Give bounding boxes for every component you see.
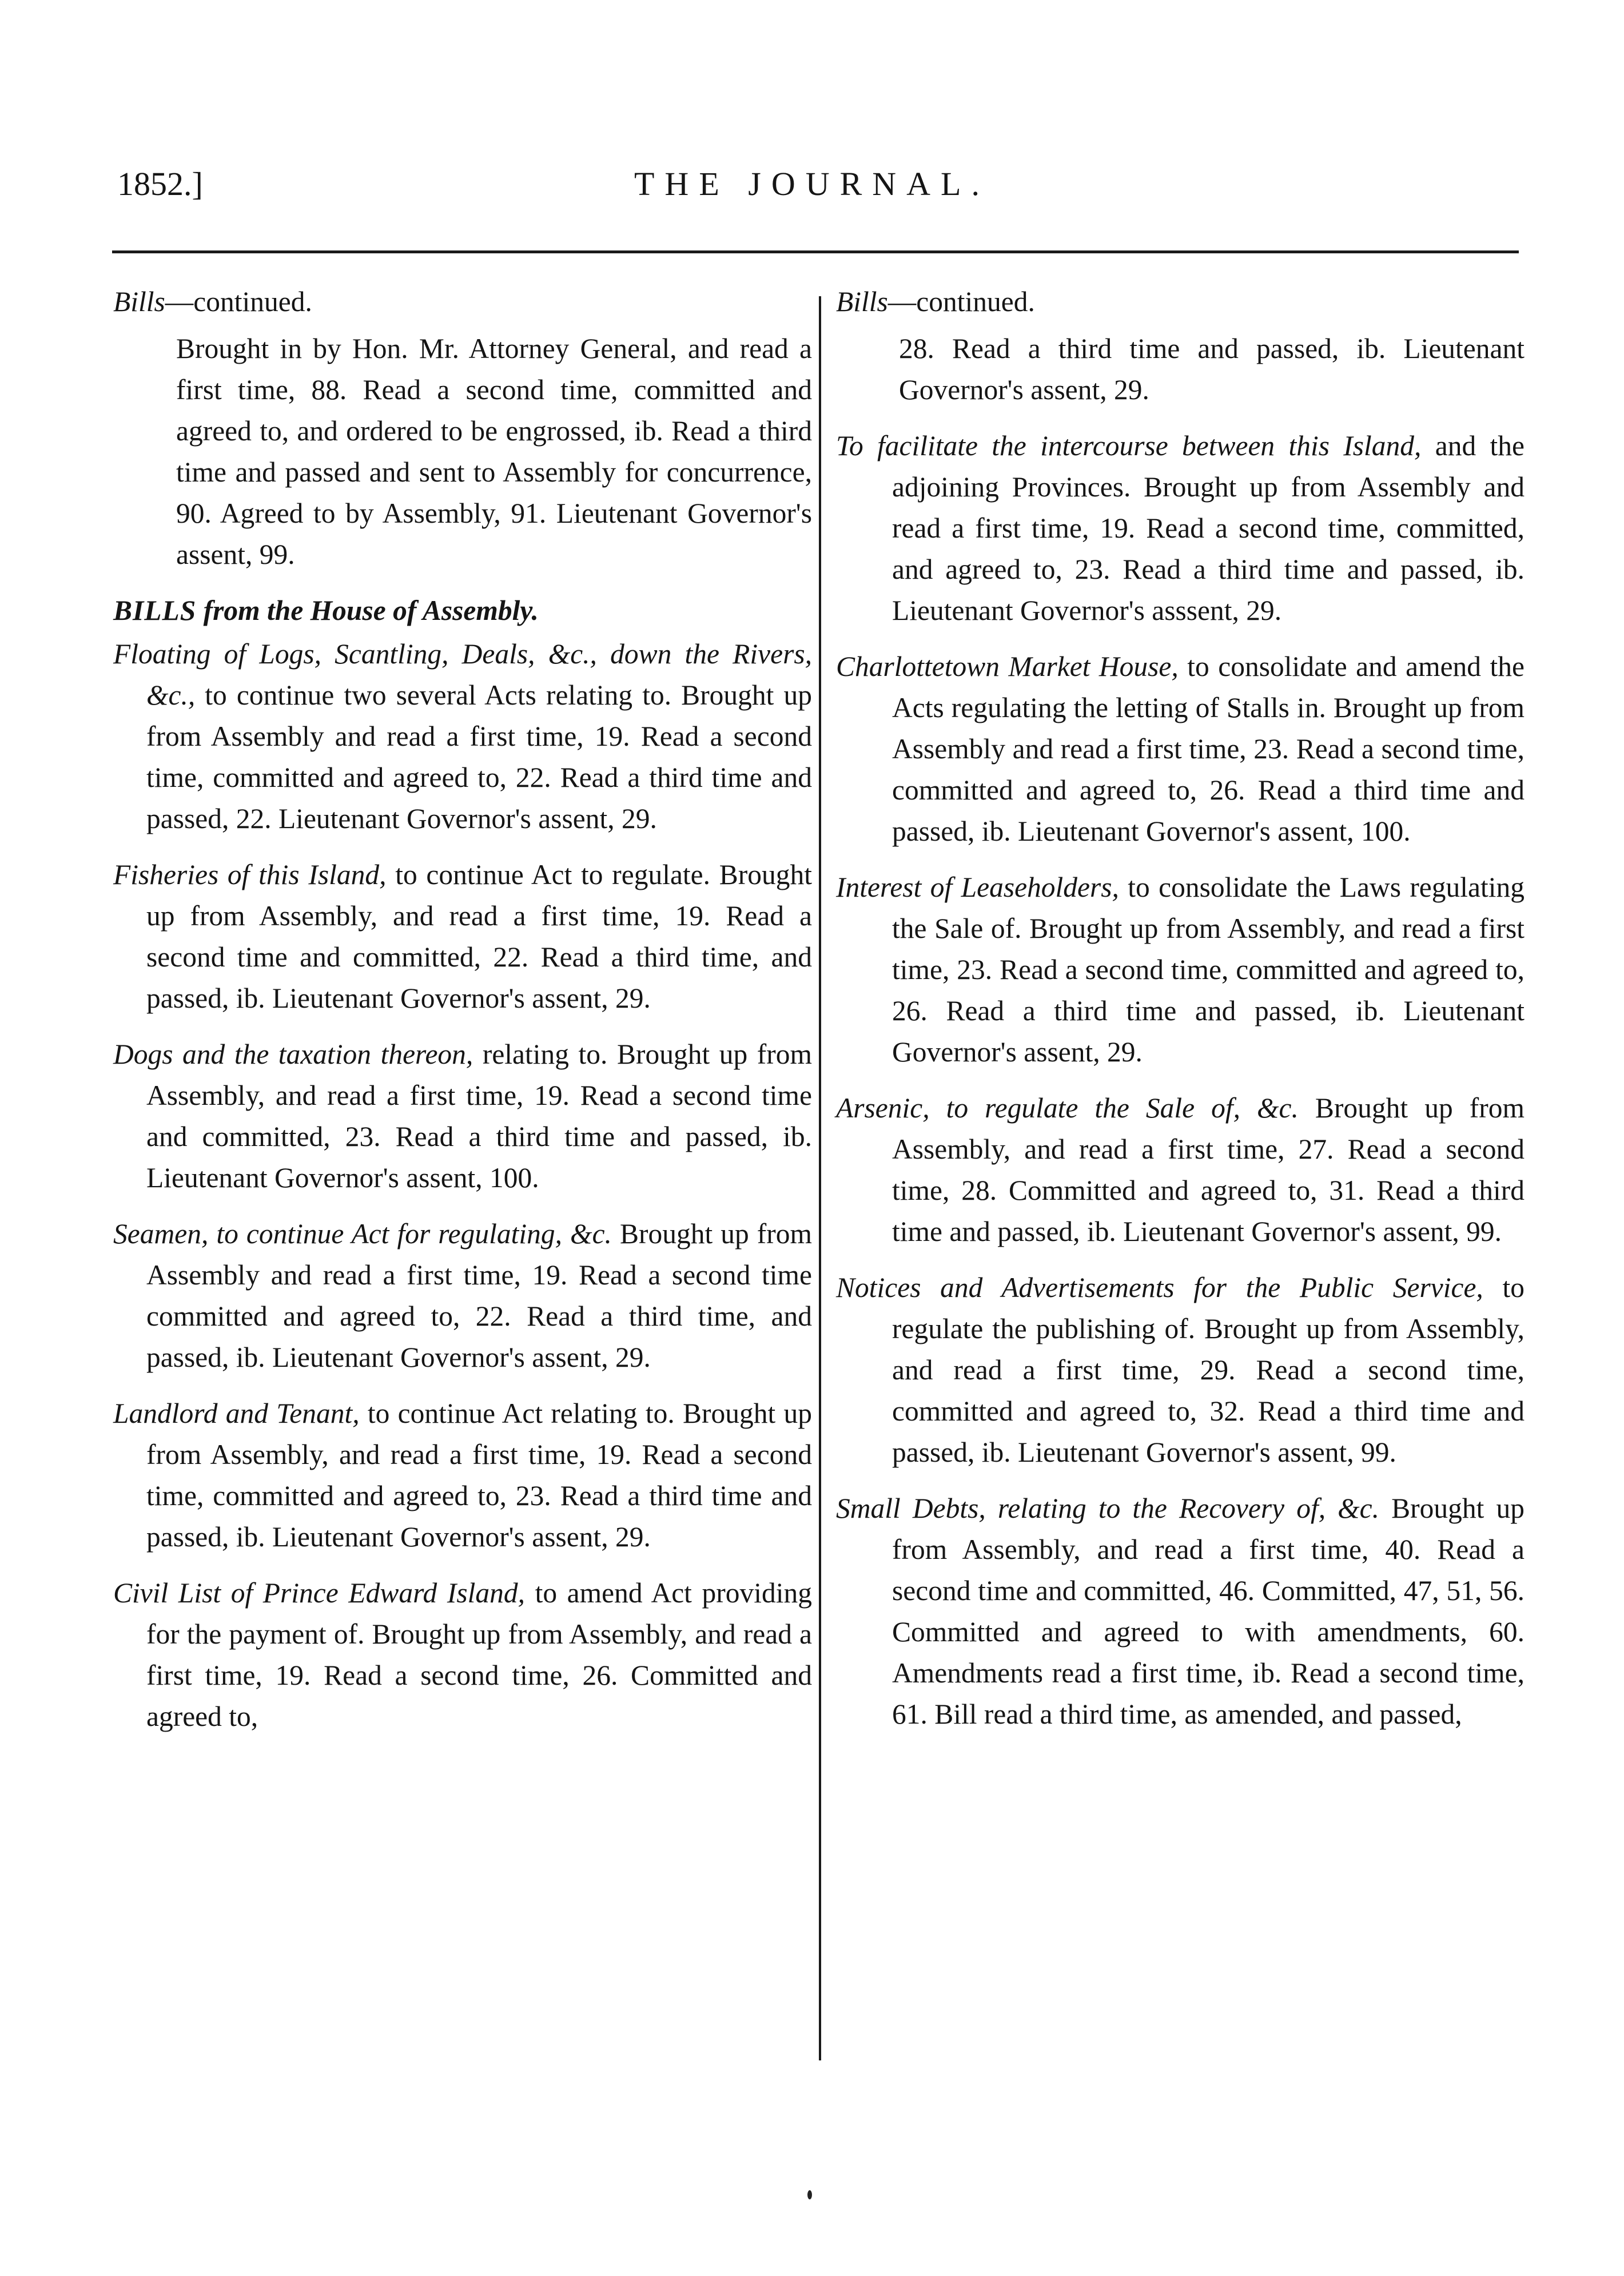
entry-subject: Floating of Logs, Scantling, Deals, &c., down the Rivers, &c., bbox=[113, 638, 812, 711]
index-entry bbox=[113, 1213, 812, 1378]
right-column bbox=[836, 281, 1525, 1750]
entry-subject: Fisheries of this Island, bbox=[113, 859, 387, 890]
entry-text: relating to. Brought up from Assembly, and read a first time, 19. Read a second time and committed, 23. Read a third time and passed, ib. Lieutenant Governor's assent, 100. bbox=[146, 1038, 812, 1193]
index-entry bbox=[836, 425, 1525, 631]
continued-heading-rest: —continued. bbox=[165, 286, 312, 317]
entry-subject: Dogs and the taxation thereon, bbox=[113, 1038, 473, 1070]
continued-heading-subject: Bills bbox=[836, 286, 888, 317]
entry-text: to regulate the publishing of. Brought up from Assembly, and read a first time, 29. Read a second time, committed and agreed to, 32. Read a third time and passed, ib. Lieutenant Governor's assent, 99. bbox=[892, 1272, 1525, 1468]
entry-text: Brought up from Assembly and read a first time, 19. Read a second time committed and agreed to, 22. Read a third time, and passed, ib. Lieutenant Governor's assent, 29. bbox=[146, 1218, 812, 1373]
entry-text: to consolidate and amend the Acts regulating the letting of Stalls in. Brought up from Assembly and read a first time, 23. Read a second time, committed and agreed to, 26. Read a third time and passed, ib. Lieutenant Governor's assent, 100. bbox=[892, 651, 1525, 847]
index-entry bbox=[113, 1393, 812, 1558]
entry-subject: Interest of Leaseholders, bbox=[836, 872, 1119, 903]
entry-subject: Landlord and Tenant, bbox=[113, 1398, 360, 1429]
entry-subject: Civil List of Prince Edward Island, bbox=[113, 1577, 525, 1609]
entry-subject: Small Debts, relating to the Recovery of, &c. bbox=[836, 1493, 1380, 1524]
index-entry: Brought in by Hon. Mr. Attorney General, and read a first time, 88. Read a second time, committed and agreed to, and ordered to be engrossed, ib. Read a third time and passed and sent to Assembly for concurrence, 90. Agreed to by Assembly, 91. Lieutenant Governor's assent, 99. bbox=[176, 333, 812, 570]
section-heading-caps: BILLS bbox=[113, 595, 197, 626]
header-rule bbox=[112, 250, 1519, 253]
running-head bbox=[0, 161, 1624, 207]
page-year: 1852.] bbox=[117, 165, 203, 202]
entry-subject: Arsenic, to regulate the Sale of, &c. bbox=[836, 1092, 1299, 1124]
entry-text: Brought up from Assembly, and read a first time, 40. Read a second time and committed, 46. Committed, 47, 51, 56. Committed and agreed to with amendments, 60. Amendments read a first time, ib. Read a second time, 61. Bill read a third time, as amended, and passed, bbox=[892, 1493, 1525, 1730]
page-title: THE JOURNAL. bbox=[634, 165, 990, 202]
index-entry bbox=[836, 1488, 1525, 1735]
left-column bbox=[113, 281, 812, 1752]
section-heading bbox=[113, 590, 812, 631]
index-entry bbox=[113, 854, 812, 1019]
index-entry bbox=[113, 1573, 812, 1737]
continued-heading-subject: Bills bbox=[113, 286, 165, 317]
index-entry bbox=[836, 646, 1525, 852]
entry-text: and the adjoining Provinces. Brought up from Assembly and read a first time, 19. Read a second time, committed, and agreed to, 23. Read a third time and passed, ib. Lieutenant Governor's asssent, 29. bbox=[892, 430, 1525, 626]
continued-heading-rest: —continued. bbox=[887, 286, 1035, 317]
entry-subject: Charlottetown Market House, bbox=[836, 651, 1179, 682]
entry-text: to continue two several Acts relating to. Brought up from Assembly and read a first time, 19. Read a second time, committed and agreed to, 22. Read a third time and passed, 22. Lieutenant Governor's assent, 29. bbox=[146, 679, 812, 834]
entry-text: to amend Act providing for the payment of. Brought up from Assembly, and read a first time, 19. Read a second time, 26. Committed and agreed to, bbox=[146, 1577, 812, 1732]
index-entry: 28. Read a third time and passed, ib. Lieutenant Governor's assent, 29. bbox=[899, 333, 1525, 405]
index-entry bbox=[836, 1088, 1525, 1252]
entry-subject: To facilitate the intercourse between this Island, bbox=[836, 430, 1422, 461]
index-entry bbox=[836, 867, 1525, 1073]
entry-subject: Seamen, to continue Act for regulating, &c. bbox=[113, 1218, 612, 1250]
entry-text: to consolidate the Laws regulating the Sale of. Brought up from Assembly, and read a first time, 23. Read a second time, committed and agreed to, 26. Read a third time and passed, ib. Lieutenant Governor's assent, 29. bbox=[892, 872, 1525, 1068]
entry-text: to continue Act to regulate. Brought up from Assembly, and read a first time, 19. Read a second time and committed, 22. Read a third time, and passed, ib. Lieutenant Governor's assent, 29. bbox=[146, 859, 812, 1014]
column-divider bbox=[819, 296, 821, 2060]
entry-text: to continue Act relating to. Brought up from Assembly, and read a first time, 19. Read a second time, committed and agreed to, 23. Read a third time and passed, ib. Lieutenant Governor's assent, 29. bbox=[146, 1398, 812, 1553]
entry-text: Brought up from Assembly, and read a first time, 27. Read a second time, 28. Committed and agreed to, 31. Read a third time and passed, ib. Lieutenant Governor's assent, 99. bbox=[892, 1092, 1525, 1247]
entry-subject: Notices and Advertisements for the Public Service, bbox=[836, 1272, 1483, 1303]
index-entry bbox=[113, 634, 812, 839]
continued-heading bbox=[113, 281, 812, 323]
continued-heading bbox=[836, 281, 1525, 323]
index-entry bbox=[836, 1267, 1525, 1473]
index-entry bbox=[113, 1034, 812, 1199]
section-heading-rest: from the House of Assembly. bbox=[196, 595, 539, 626]
ink-mark bbox=[807, 2190, 812, 2199]
